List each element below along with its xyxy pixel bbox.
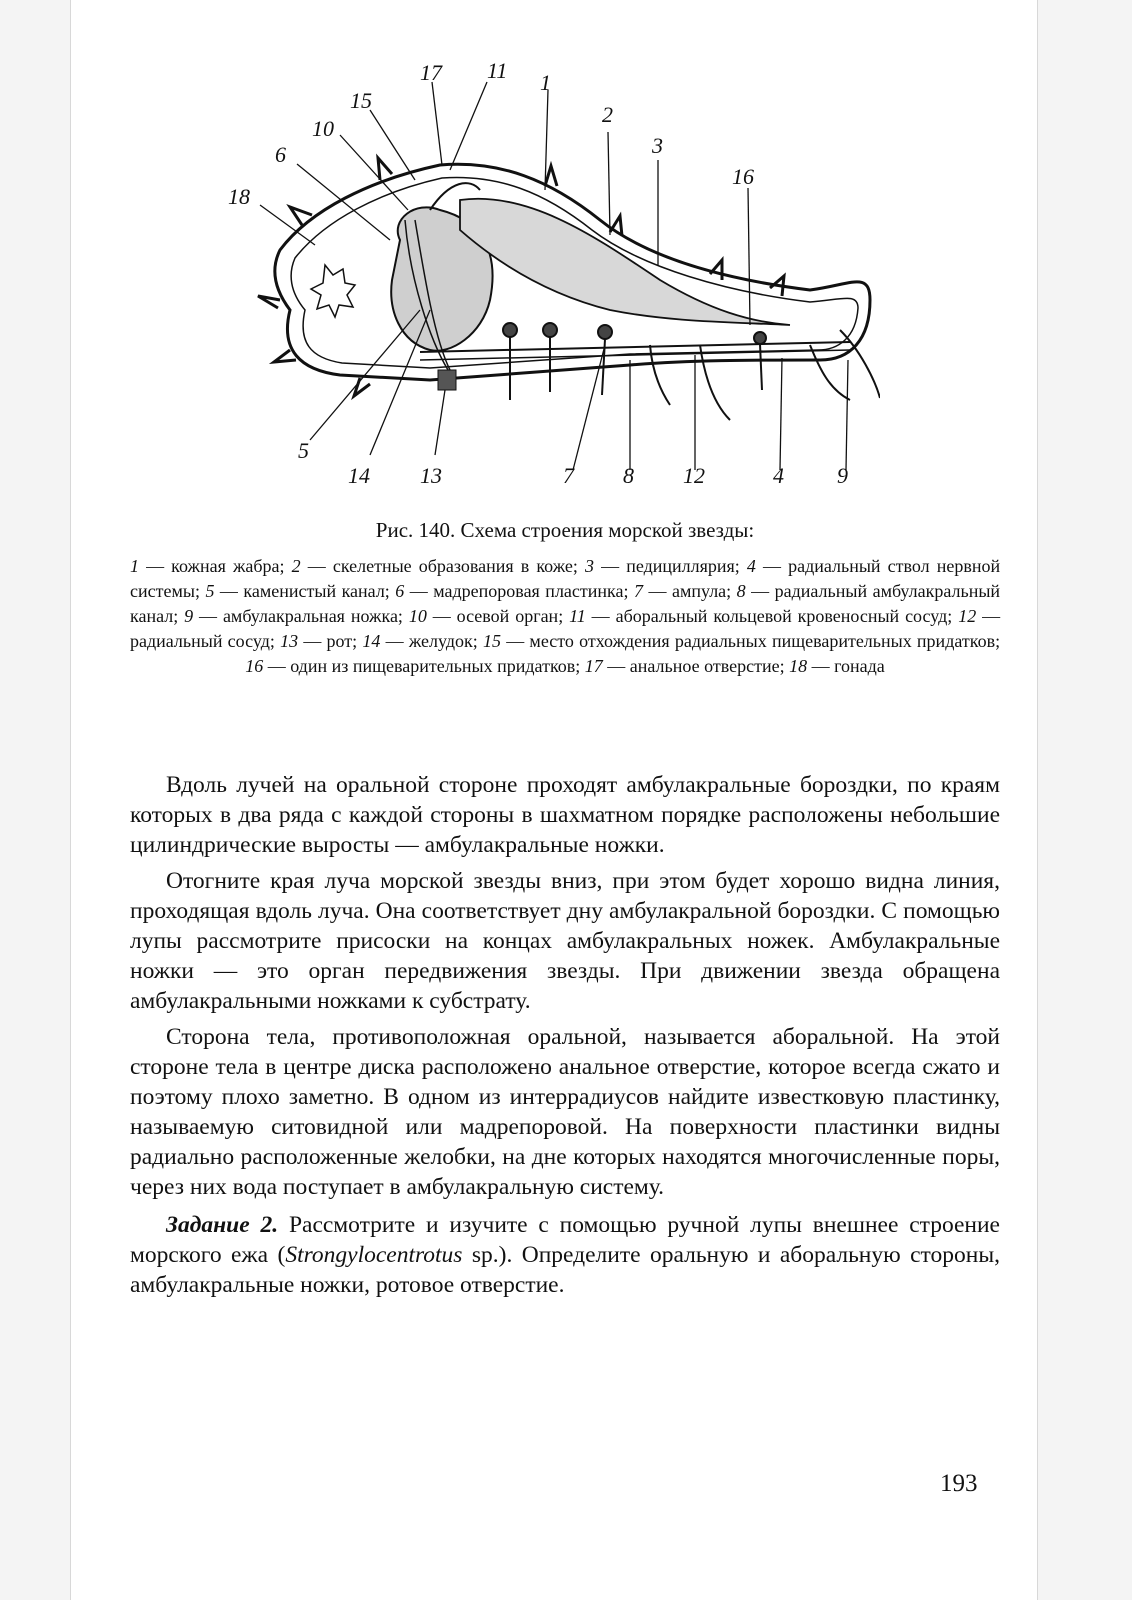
legend-number: 12 — [958, 606, 977, 626]
species-name: Strongylocentrotus — [285, 1242, 463, 1268]
legend-text: аборальный кольцевой кровеносный сосуд; — [615, 606, 953, 626]
diagram-label: 3 — [652, 133, 663, 158]
diagram-label: 18 — [228, 184, 250, 209]
legend-text: мадрепоровая пластинка; — [433, 581, 629, 601]
figure-caption-title: Рис. 140. Схема строения морской звезды: — [375, 518, 755, 542]
paragraph: Отогните края луча морской звезды вниз, при этом будет хорошо видна линия, проходящая вдоль луча. Она соответствует дну амбулакральной бороздки. С помощью лупы рассмотрите присоски на концах амбулакральных ножек. Амбулакральные ножки — это орган передвижения звезды. При движении звезда обращена амбулакральными ножками к субстрату. — [130, 868, 1000, 1014]
legend-text: желудок; — [408, 631, 478, 651]
page-number: 193 — [940, 1470, 978, 1497]
diagram-label: 4 — [773, 463, 784, 488]
legend-number: 17 — [584, 656, 603, 676]
task-text-before: Рассмотрите и изучите с помощью ручной лупы внешнее строение морского ежа ( — [130, 1212, 1000, 1268]
legend-text: радиальный ствол нервной системы; — [130, 556, 1001, 601]
diagram-label: 7 — [563, 463, 574, 488]
legend-number: 5 — [205, 581, 215, 601]
diagram-label: 5 — [298, 438, 309, 463]
legend-text: рот; — [326, 631, 358, 651]
legend-number: 11 — [569, 606, 586, 626]
legend-text: каменистый канал; — [243, 581, 390, 601]
diagram-label: 1 — [540, 70, 551, 95]
legend-number: 9 — [184, 606, 194, 626]
task-label: Задание 2. — [166, 1212, 279, 1238]
diagram-label: 2 — [602, 102, 613, 127]
legend-number: 4 — [746, 556, 756, 576]
paragraph: Вдоль лучей на оральной стороне проходят амбулакральные бороздки, по краям которых в два ряда с каждой стороны в шахматном порядке расположены небольшие цилиндрические выросты — амбулакральные ножки. — [130, 772, 1000, 858]
legend-number: 7 — [634, 581, 643, 601]
legend-text: осевой орган; — [456, 606, 564, 626]
legend-number: 2 — [291, 556, 301, 576]
legend-number: 6 — [395, 581, 405, 601]
legend-number: 18 — [789, 656, 808, 676]
legend-text: радиальный амбулакральный канал; — [130, 581, 1001, 626]
diagram-label: 14 — [348, 463, 370, 488]
diagram-label: 15 — [350, 88, 372, 113]
legend-text: гонада — [834, 656, 885, 676]
diagram-label: 12 — [683, 463, 705, 488]
legend-number: 1 — [130, 556, 139, 576]
diagram-label: 11 — [487, 60, 508, 83]
paragraph: Сторона тела, противоположная оральной, называется аборальной. На этой стороне тела в центре диска расположено анальное отверстие, которое всегда сжато и поэтому плохо заметно. В одном из интеррадиусов найдите известковую пластинку, называемую ситовидной или мадрепоровой. На поверхности пластинки видны радиально расположенные желобки, на дне которых находятся многочисленные поры, через них вода поступает в амбулакральную систему. — [130, 1024, 1000, 1200]
legend-text: амбулакральная ножка; — [222, 606, 403, 626]
task-paragraph — [130, 1210, 1000, 1300]
diagram-label: 9 — [837, 463, 848, 488]
diagram-label: 8 — [623, 463, 634, 488]
diagram-label: 6 — [275, 142, 286, 167]
legend-number: 8 — [736, 581, 746, 601]
legend-text: один из пищеварительных придатков; — [290, 656, 581, 676]
legend-text: радиальный сосуд; — [130, 631, 275, 651]
legend-text: место отхождения радиальных пищеварительных придатков; — [529, 631, 1001, 651]
legend-number: 15 — [483, 631, 501, 651]
legend-number: 3 — [585, 556, 595, 576]
diagram-label: 17 — [420, 60, 442, 85]
main-text — [130, 770, 1000, 1306]
diagram-label: 16 — [732, 164, 754, 189]
diagram-label: 13 — [420, 463, 442, 488]
starfish-schematic — [130, 60, 880, 500]
legend-text: анальное отверстие; — [629, 656, 785, 676]
task-text-after: sp.). Определите оральную и аборальную стороны, амбулакральные ножки, ротовое отверстие. — [130, 1242, 1000, 1298]
legend-text: кожная жабра; — [171, 556, 285, 576]
legend-number: 14 — [362, 631, 381, 651]
starfish-diagram — [130, 60, 880, 500]
figure-legend: 1 — кожная жабра; 2 — скелетные образования в коже; 3 — педициллярия; 4 — радиальный ствол нервной системы; 5 — каменистый канал; 6 — мадрепоровая пластинка; 7 — ампула; 8 — радиальный амбулакральный канал; 9 — амбулакральная ножка; 10 — осевой орган; 11 — аборальный кольцевой кровеносный сосуд; 12 — радиальный сосуд; 13 — рот; 14 — желудок; 15 — место отхождения радиальных пищеварительных придатков; 16 — один из пищеварительных придатков; 17 — анальное отверстие; 18 — гонада — [130, 556, 1001, 676]
legend-number: 13 — [280, 631, 299, 651]
legend-number: 16 — [245, 656, 264, 676]
legend-text: ампула; — [671, 581, 732, 601]
diagram-label: 10 — [312, 116, 334, 141]
legend-text: педициллярия; — [626, 556, 740, 576]
legend-number: 10 — [408, 606, 427, 626]
legend-text: скелетные образования в коже; — [332, 556, 578, 576]
